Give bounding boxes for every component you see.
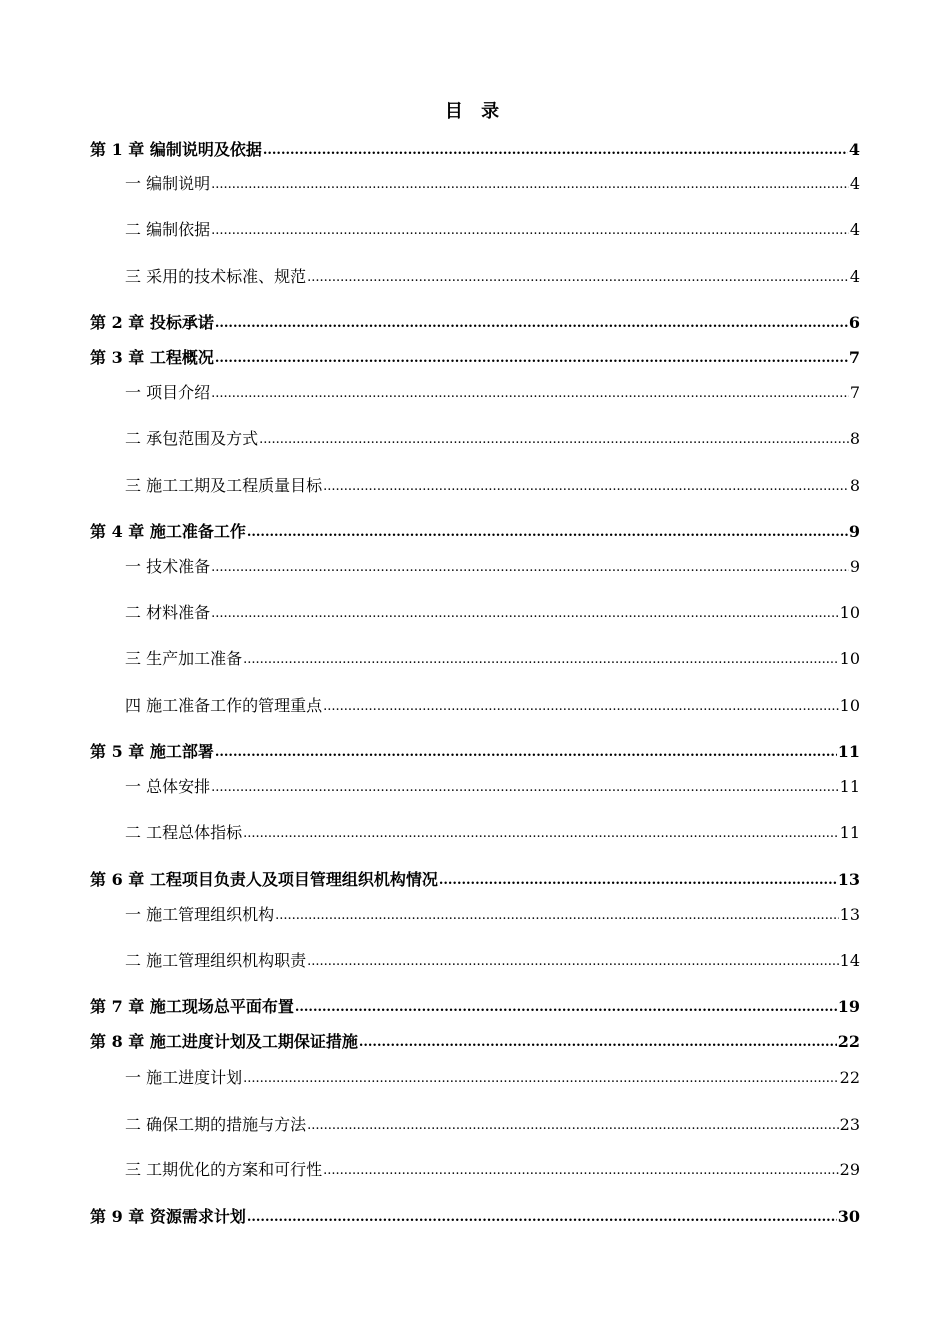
toc-entry-label: 第 3 章 工程概况 bbox=[90, 348, 214, 367]
toc-chapter-entry[interactable] bbox=[90, 741, 860, 763]
toc-entry-label: 一 项目介绍 bbox=[125, 383, 211, 402]
toc-section-entry[interactable] bbox=[125, 219, 860, 241]
dot-leader bbox=[211, 218, 849, 242]
toc-entry-label: 二 工程总体指标 bbox=[125, 823, 243, 842]
toc-page-number: 22 bbox=[837, 1032, 860, 1051]
toc-section-entry[interactable] bbox=[125, 475, 860, 497]
toc-entry-label: 第 4 章 施工准备工作 bbox=[90, 522, 246, 541]
dot-leader bbox=[275, 903, 839, 927]
toc-entry-label: 第 9 章 资源需求计划 bbox=[90, 1207, 246, 1226]
toc-page-number: 11 bbox=[837, 742, 860, 761]
toc-entry-label: 二 编制依据 bbox=[125, 220, 211, 239]
toc-chapter-entry[interactable] bbox=[90, 139, 860, 161]
toc-page-number: 11 bbox=[839, 777, 860, 796]
dot-leader bbox=[359, 1030, 837, 1054]
toc-page-number: 22 bbox=[839, 1068, 860, 1087]
toc-section-entry[interactable] bbox=[125, 648, 860, 670]
toc-entry-label: 一 技术准备 bbox=[125, 557, 211, 576]
dot-leader bbox=[263, 138, 848, 162]
toc-entry-label: 一 总体安排 bbox=[125, 777, 211, 796]
toc-section-entry[interactable] bbox=[125, 382, 860, 404]
toc-page-number: 4 bbox=[849, 220, 860, 239]
toc-entry-label: 一 施工管理组织机构 bbox=[125, 905, 275, 924]
toc-entry-label: 三 采用的技术标准、规范 bbox=[125, 267, 307, 286]
toc-chapter-entry[interactable] bbox=[90, 347, 860, 369]
toc-section-entry[interactable] bbox=[125, 950, 860, 972]
toc-section-entry[interactable] bbox=[125, 776, 860, 798]
toc-page-number: 4 bbox=[848, 140, 860, 159]
dot-leader bbox=[243, 821, 839, 845]
dot-leader bbox=[211, 172, 849, 196]
toc-section-entry[interactable] bbox=[125, 1159, 860, 1181]
toc-section-entry[interactable] bbox=[125, 428, 860, 450]
toc-page-number: 29 bbox=[839, 1160, 860, 1179]
dot-leader bbox=[323, 474, 849, 498]
toc-entry-label: 一 编制说明 bbox=[125, 174, 211, 193]
toc-page-number: 6 bbox=[848, 313, 860, 332]
toc-chapter-entry[interactable] bbox=[90, 1031, 860, 1053]
toc-entry-label: 二 承包范围及方式 bbox=[125, 429, 259, 448]
toc-page-number: 13 bbox=[839, 905, 860, 924]
dot-leader bbox=[295, 995, 837, 1019]
toc-page-number: 4 bbox=[849, 174, 860, 193]
toc-entry-label: 第 7 章 施工现场总平面布置 bbox=[90, 997, 294, 1016]
dot-leader bbox=[307, 1113, 839, 1137]
toc-page-number: 10 bbox=[839, 649, 860, 668]
toc-entry-label: 第 5 章 施工部署 bbox=[90, 742, 214, 761]
toc-section-entry[interactable] bbox=[125, 695, 860, 717]
toc-entry-label: 三 施工工期及工程质量目标 bbox=[125, 476, 323, 495]
toc-page-number: 10 bbox=[839, 603, 860, 622]
dot-leader bbox=[243, 647, 839, 671]
toc-entry-label: 一 施工进度计划 bbox=[125, 1068, 243, 1087]
toc-chapter-entry[interactable] bbox=[90, 312, 860, 334]
dot-leader bbox=[307, 265, 849, 289]
toc-title: 目 录 bbox=[444, 101, 506, 122]
toc-chapter-entry[interactable] bbox=[90, 996, 860, 1018]
toc-page-number: 30 bbox=[837, 1207, 860, 1226]
toc-chapter-entry[interactable] bbox=[90, 869, 860, 891]
dot-leader bbox=[247, 520, 848, 544]
dot-leader bbox=[211, 601, 839, 625]
toc-entry-label: 二 确保工期的措施与方法 bbox=[125, 1115, 307, 1134]
toc-chapter-entry[interactable] bbox=[90, 521, 860, 543]
toc-entry-label: 第 6 章 工程项目负责人及项目管理组织机构情况 bbox=[90, 870, 438, 889]
toc-section-entry[interactable] bbox=[125, 556, 860, 578]
dot-leader bbox=[323, 1158, 839, 1182]
toc-page-number: 9 bbox=[848, 522, 860, 541]
toc-page-number: 4 bbox=[849, 267, 860, 286]
toc-section-entry[interactable] bbox=[125, 1067, 860, 1089]
dot-leader bbox=[259, 427, 849, 451]
toc-section-entry[interactable] bbox=[125, 904, 860, 926]
toc-page-number: 19 bbox=[837, 997, 860, 1016]
toc-section-entry[interactable] bbox=[125, 266, 860, 288]
toc-page-number: 7 bbox=[849, 383, 860, 402]
dot-leader bbox=[215, 346, 848, 370]
toc-page-number: 11 bbox=[839, 823, 860, 842]
toc-section-entry[interactable] bbox=[125, 173, 860, 195]
dot-leader bbox=[243, 1066, 839, 1090]
toc-page-number: 23 bbox=[839, 1115, 860, 1134]
toc-entry-label: 二 施工管理组织机构职责 bbox=[125, 951, 307, 970]
toc-entry-label: 第 1 章 编制说明及依据 bbox=[90, 140, 262, 159]
toc-section-entry[interactable] bbox=[125, 1114, 860, 1136]
toc-entry-label: 二 材料准备 bbox=[125, 603, 211, 622]
toc-entry-label: 三 生产加工准备 bbox=[125, 649, 243, 668]
toc-entry-label: 三 工期优化的方案和可行性 bbox=[125, 1160, 323, 1179]
toc-section-entry[interactable] bbox=[125, 602, 860, 624]
toc-page-number: 8 bbox=[849, 429, 860, 448]
dot-leader bbox=[215, 311, 848, 335]
dot-leader bbox=[211, 775, 839, 799]
toc-page-number: 8 bbox=[849, 476, 860, 495]
toc-entry-label: 第 8 章 施工进度计划及工期保证措施 bbox=[90, 1032, 358, 1051]
dot-leader bbox=[439, 868, 837, 892]
toc-page-number: 7 bbox=[848, 348, 860, 367]
dot-leader bbox=[307, 949, 839, 973]
dot-leader bbox=[247, 1205, 837, 1229]
toc-section-entry[interactable] bbox=[125, 822, 860, 844]
toc-entry-label: 第 2 章 投标承诺 bbox=[90, 313, 214, 332]
toc-page-number: 14 bbox=[839, 951, 860, 970]
toc-entry-label: 四 施工准备工作的管理重点 bbox=[125, 696, 323, 715]
toc-page-number: 13 bbox=[837, 870, 860, 889]
dot-leader bbox=[211, 555, 849, 579]
dot-leader bbox=[323, 694, 839, 718]
toc-chapter-entry[interactable] bbox=[90, 1206, 860, 1228]
dot-leader bbox=[215, 740, 837, 764]
dot-leader bbox=[211, 381, 849, 405]
toc-page-number: 10 bbox=[839, 696, 860, 715]
toc-page-number: 9 bbox=[849, 557, 860, 576]
